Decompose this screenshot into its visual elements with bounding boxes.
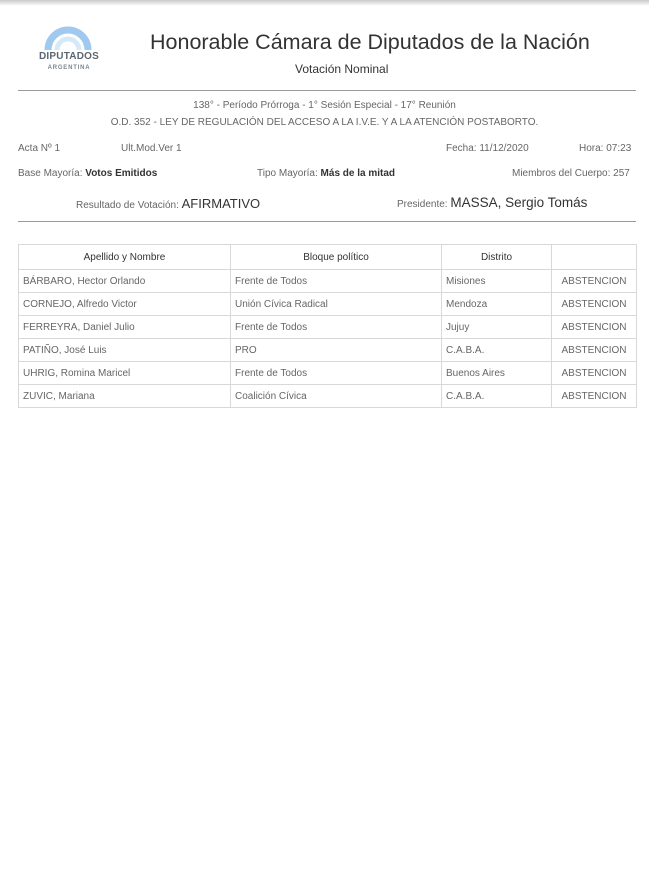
divider-bottom	[18, 221, 636, 222]
table-row	[19, 339, 637, 362]
tipo-mayoria-value: Más de la mitad	[320, 168, 396, 179]
top-shadow	[0, 0, 649, 6]
tipo-mayoria	[257, 168, 395, 179]
cell-voto: ABSTENCION	[552, 362, 637, 385]
divider-top	[18, 90, 636, 91]
session-period: 138° - Período Prórroga - 1° Sesión Especial - 17° Reunión	[193, 100, 456, 111]
cell-nombre: UHRIG, Romina Maricel	[19, 362, 231, 385]
presidente-value: MASSA, Sergio Tomás	[450, 195, 588, 210]
table-row	[19, 385, 637, 408]
header-distrito: Distrito	[442, 245, 552, 270]
cell-bloque: PRO	[231, 339, 442, 362]
table-row	[19, 362, 637, 385]
cell-nombre: PATIÑO, José Luis	[19, 339, 231, 362]
acta-number: Acta Nº 1	[18, 143, 61, 154]
cell-voto: ABSTENCION	[552, 293, 637, 316]
tipo-mayoria-label: Tipo Mayoría:	[257, 168, 318, 179]
header-apellido-nombre: Apellido y Nombre	[19, 245, 231, 270]
cell-voto: ABSTENCION	[552, 339, 637, 362]
ult-mod-version: Ult.Mod.Ver 1	[121, 143, 182, 154]
session-order: O.D. 352 - LEY DE REGULACIÓN DEL ACCESO A LA I.V.E. Y A LA ATENCIÓN POSTABORTO.	[110, 117, 539, 128]
hora: Hora: 07:23	[579, 143, 632, 154]
cell-nombre: BÁRBARO, Hector Orlando	[19, 270, 231, 293]
table-row	[19, 316, 637, 339]
cell-bloque: Unión Cívica Radical	[231, 293, 442, 316]
cell-bloque: Frente de Todos	[231, 316, 442, 339]
logo-subtitle: ARGENTINA	[47, 65, 91, 71]
resultado-votacion	[76, 196, 260, 211]
cell-voto: ABSTENCION	[552, 270, 637, 293]
cell-distrito: Mendoza	[442, 293, 552, 316]
resultado-value: AFIRMATIVO	[181, 196, 261, 211]
header-voto	[552, 245, 637, 270]
table-row	[19, 270, 637, 293]
presidente-label: Presidente:	[397, 199, 448, 210]
logo-title: DIPUTADOS	[39, 51, 99, 62]
cell-distrito: C.A.B.A.	[442, 339, 552, 362]
cell-distrito: Jujuy	[442, 316, 552, 339]
base-mayoria-value: Votos Emitidos	[85, 168, 158, 179]
miembros-cuerpo: Miembros del Cuerpo: 257	[512, 168, 630, 179]
logo-arc-icon	[44, 20, 92, 50]
cell-voto: ABSTENCION	[552, 385, 637, 408]
table-header-row	[19, 245, 637, 270]
presidente	[397, 195, 587, 210]
fecha: Fecha: 11/12/2020	[446, 143, 529, 154]
resultado-label: Resultado de Votación:	[76, 200, 179, 211]
cell-nombre: FERREYRA, Daniel Julio	[19, 316, 231, 339]
cell-distrito: Misiones	[442, 270, 552, 293]
base-mayoria	[18, 168, 157, 179]
cell-nombre: ZUVIC, Mariana	[19, 385, 231, 408]
cell-distrito: Buenos Aires	[442, 362, 552, 385]
diputados-logo	[28, 20, 110, 76]
page-subtitle: Votación Nominal	[295, 62, 389, 76]
header-bloque-politico: Bloque político	[231, 245, 442, 270]
votes-table	[18, 244, 637, 408]
cell-bloque: Frente de Todos	[231, 362, 442, 385]
page-title: Honorable Cámara de Diputados de la Nación	[150, 30, 590, 54]
cell-bloque: Coalición Cívica	[231, 385, 442, 408]
cell-nombre: CORNEJO, Alfredo Victor	[19, 293, 231, 316]
base-mayoria-label: Base Mayoría:	[18, 168, 83, 179]
table-row	[19, 293, 637, 316]
cell-distrito: C.A.B.A.	[442, 385, 552, 408]
cell-bloque: Frente de Todos	[231, 270, 442, 293]
cell-voto: ABSTENCION	[552, 316, 637, 339]
